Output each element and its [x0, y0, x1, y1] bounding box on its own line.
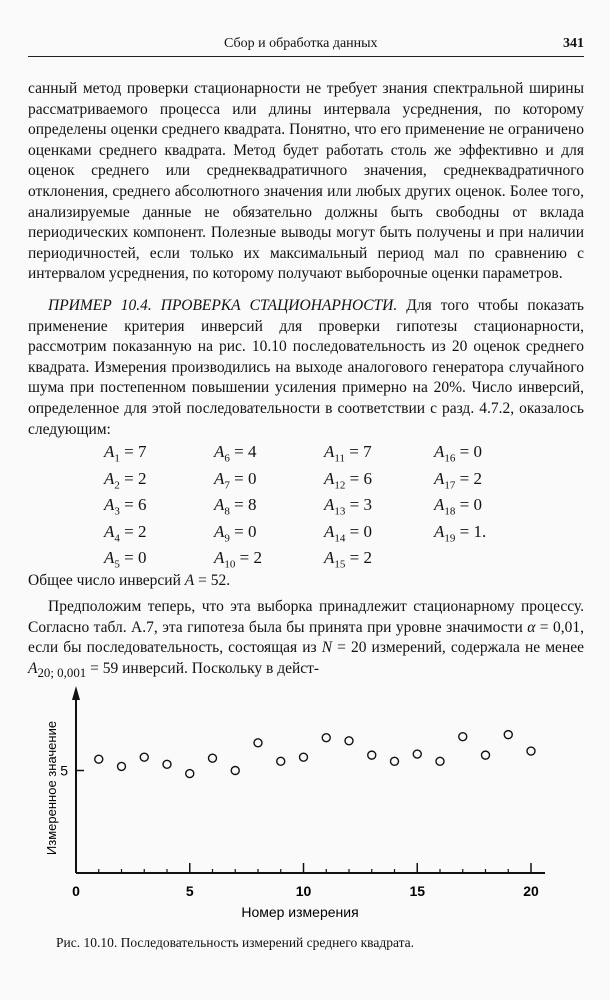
- inversion-equation: $A_{14} = 0$: [324, 521, 372, 544]
- inversion-symbol: $A_3$: [104, 495, 120, 518]
- inversion-index: 16: [444, 452, 456, 465]
- page-header: [28, 34, 584, 57]
- inversion-symbol: $A_5$: [104, 548, 120, 571]
- inversion-index: 17: [444, 478, 456, 491]
- inversion-symbol: $A_{18}$: [434, 495, 456, 518]
- running-title: Сбор и обработка данных: [224, 36, 378, 51]
- inversion-value: 3: [363, 495, 372, 514]
- inversion-symbol: $A_{17}$: [434, 468, 456, 491]
- data-point: [527, 747, 535, 755]
- n-symbol: N: [321, 639, 333, 657]
- inversion-symbol: $A_1$: [104, 442, 120, 465]
- inversion-equation: $A_2 = 2$: [104, 468, 147, 491]
- inversion-symbol: $A_{16}$: [434, 442, 456, 465]
- inversion-symbol: $A_9$: [214, 521, 230, 544]
- inversion-symbol: $A_2$: [104, 468, 120, 491]
- data-point: [254, 739, 262, 747]
- inversion-value: 0: [137, 548, 147, 567]
- inversion-value: 2: [137, 468, 147, 488]
- inversion-index: 11: [334, 452, 345, 465]
- inversion-index: 15: [334, 558, 346, 571]
- inversion-symbol: $A_{11}$: [324, 442, 345, 465]
- data-point: [163, 760, 171, 768]
- x-tick-label: 15: [409, 883, 426, 899]
- data-point: [391, 757, 399, 765]
- data-point: [482, 751, 490, 759]
- inversion-equation: $A_{13} = 3$: [324, 495, 372, 518]
- y-axis-label: Измеренное значение: [44, 720, 59, 856]
- inversion-index: 7: [224, 478, 230, 491]
- x-tick-label: 20: [523, 883, 539, 899]
- inversion-index: 9: [224, 531, 230, 544]
- data-point: [322, 734, 330, 742]
- inversion-symbol: $A_{13}$: [324, 495, 346, 518]
- total-label: Общее число инверсий: [28, 572, 181, 589]
- inversion-value: 2: [137, 521, 147, 541]
- total-value: 52.: [210, 572, 231, 589]
- inversion-value: 0: [247, 521, 257, 541]
- total-symbol: A: [184, 572, 195, 589]
- page-number: 341: [563, 36, 584, 51]
- inversion-index: 3: [114, 505, 120, 518]
- inversion-equation: $A_4 = 2$: [104, 521, 147, 544]
- inversion-symbol: $A_{19}$: [434, 521, 456, 544]
- inversion-index: 2: [114, 478, 120, 491]
- inversion-value: 6: [363, 468, 372, 488]
- inversion-equation: $A_9 = 0$: [214, 521, 257, 544]
- example-text: Для того чтобы показать применение критерия инверсий для проверки гипотезы стационарности, рассмотрим показанную на рис. 10.10 последовательность из 20 оценок среднего квадрата. Измерения производились на выходе аналогового генератора случайного шума при постепенном повышении усиления примерно на 20%. Число инверсий, определенное для этой последовательности в соответствии с разд. 4.7.2, оказалось следующим:: [28, 297, 584, 438]
- x-axis-label: Номер измерения: [241, 904, 359, 920]
- data-point: [231, 767, 239, 775]
- data-point: [209, 754, 217, 762]
- example-heading: ПРИМЕР 10.4. ПРОВЕРКА СТАЦИОНАРНОСТИ.: [48, 297, 398, 314]
- data-point: [345, 737, 353, 745]
- inversion-value: 2: [253, 548, 262, 567]
- inversion-value: 0: [473, 495, 482, 514]
- inversion-value: 0: [473, 442, 482, 461]
- inversion-equation: $A_{17} = 2$: [434, 468, 482, 491]
- inversion-index: 8: [224, 505, 230, 518]
- paragraph-1: санный метод проверки стационарности не требует знания спектральной ширины рассматриваемого процесса или длины интервала усреднения, по которому определены оценки среднего квадрата. Понятно, что его применение не ограничено оценками среднего квадрата. Метод будет работать столь же эффективно и для оценок среднего или среднеквадратичного значения, среднеквадратичного отклонения, среднего абсолютного значения или любых других оценок. Более того, анализируемые данные не обязательно должны быть свободны от вклада периодических компонент. Полезные выводы могут быть получены и при наличии периодичностей, если только их максимальный период мал по сравнению с интервалом усреднения, по которому получают выборочные оценки параметров.: [28, 80, 584, 283]
- x-tick-label: 5: [185, 883, 194, 899]
- inversion-symbol: $A_6$: [214, 442, 230, 465]
- inversion-equation: $A_5 = 0$: [104, 548, 147, 571]
- inversion-index: 12: [334, 478, 346, 491]
- inversion-index: 10: [224, 558, 236, 571]
- inversion-value: 7: [137, 442, 147, 461]
- a-subscript: 20; 0,001: [37, 664, 87, 680]
- inversion-value: 6: [137, 495, 147, 514]
- measurement-chart: [0, 680, 610, 925]
- inversion-value: 2: [473, 468, 482, 488]
- p4-text-2: = 0,01, если бы последовательность, состоящая из: [28, 618, 584, 657]
- data-point: [413, 750, 421, 758]
- x-tick-label: 10: [295, 883, 312, 899]
- inversion-equation: $A_{11} = 7$: [324, 442, 372, 465]
- inversion-value: 1.: [473, 521, 487, 541]
- inversion-value: 0: [247, 468, 257, 488]
- alpha-symbol: α: [527, 618, 536, 636]
- x-tick-label: 0: [72, 883, 80, 899]
- inversion-index: 6: [224, 452, 230, 465]
- inversion-symbol: $A_{10}$: [214, 548, 236, 571]
- y-tick-label: 5: [60, 762, 68, 779]
- y-axis-arrow-icon: [72, 686, 80, 700]
- data-point: [118, 762, 126, 770]
- p4-text-4: = 59 инверсий. Поскольку в дейст-: [86, 659, 320, 677]
- data-point: [300, 753, 308, 761]
- inversion-index: 4: [114, 531, 120, 544]
- inversion-value: 8: [247, 495, 257, 514]
- data-point: [368, 751, 376, 759]
- inversion-equation: $A_{16} = 0$: [434, 442, 482, 465]
- data-point: [140, 753, 148, 761]
- inversion-equation: $A_{19} = 1$.: [434, 521, 487, 544]
- inversion-index: 19: [444, 531, 456, 544]
- inversion-index: 14: [334, 531, 346, 544]
- inversion-equation: $A_{15} = 2$: [324, 548, 372, 571]
- data-point: [436, 757, 444, 765]
- total-inversions: Общее число инверсий A = 52.: [28, 572, 231, 589]
- inversion-index: 13: [334, 505, 346, 518]
- p4-text-3: = 20 измерений, содержала не менее: [332, 639, 584, 657]
- inversion-value: 7: [363, 442, 372, 461]
- data-point: [277, 757, 285, 765]
- inversion-symbol: $A_{12}$: [324, 468, 346, 491]
- inversion-equation: $A_1 = 7$: [104, 442, 147, 465]
- inversion-symbol: $A_8$: [214, 495, 230, 518]
- inversion-symbol: $A_7$: [214, 468, 230, 491]
- data-point: [459, 733, 467, 741]
- data-point: [504, 731, 512, 739]
- inversion-value: 4: [247, 442, 257, 461]
- inversion-symbol: $A_4$: [104, 521, 120, 544]
- inversion-index: 18: [444, 505, 456, 518]
- inversion-equation: $A_7 = 0$: [214, 468, 257, 491]
- example-paragraph: [28, 296, 584, 440]
- data-point: [186, 770, 194, 778]
- inversion-equation: $A_{12} = 6$: [324, 468, 372, 491]
- inversion-symbol: $A_{15}$: [324, 548, 346, 571]
- a-symbol: A: [28, 659, 38, 677]
- inversion-index: 1: [114, 452, 120, 465]
- inversion-equation: $A_{18} = 0$: [434, 495, 482, 518]
- inversion-value: 2: [363, 548, 372, 567]
- p4-text-1: Предположим теперь, что эта выборка принадлежит стационарному процессу. Согласно табл. А.7, эта гипотеза была бы принята при уровне значимости: [28, 598, 584, 636]
- paragraph-4: [28, 597, 584, 683]
- inversion-equation: $A_8 = 8$: [214, 495, 257, 518]
- figure-caption: Рис. 10.10. Последовательность измерений среднего квадрата.: [56, 935, 415, 950]
- data-point: [95, 755, 103, 763]
- inversion-value: 0: [363, 521, 372, 541]
- inversion-symbol: $A_{14}$: [324, 521, 346, 544]
- inversion-counts-grid: [104, 442, 544, 575]
- inversion-index: 5: [114, 558, 120, 571]
- inversion-equation: $A_3 = 6$: [104, 495, 147, 518]
- inversion-equation: $A_{10} = 2$: [214, 548, 262, 571]
- inversion-equation: $A_6 = 4$: [214, 442, 257, 465]
